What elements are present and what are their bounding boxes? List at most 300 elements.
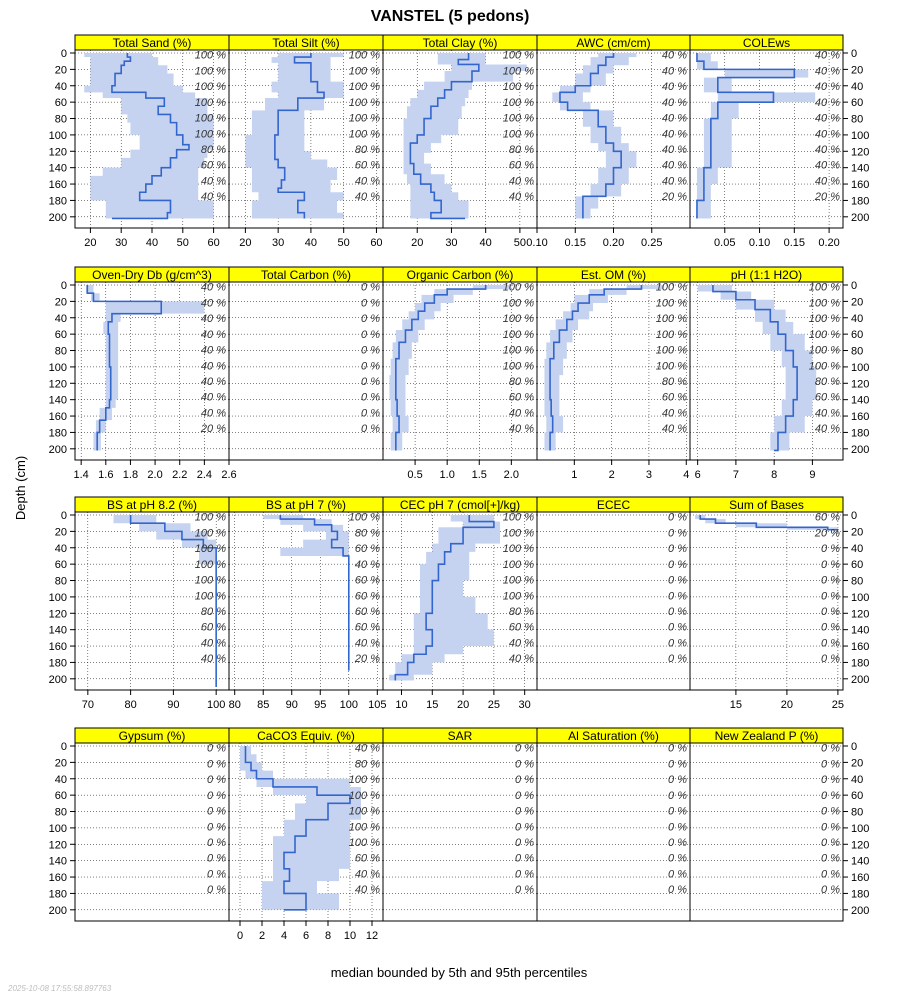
pct-label: 0 %	[668, 789, 687, 802]
pct-label: 100 %	[348, 65, 380, 78]
pct-label: 40 %	[508, 653, 534, 666]
x-tick-label: 2	[258, 930, 266, 942]
x-tick-label: 1.5	[471, 469, 487, 481]
x-tick-label: 40	[479, 237, 492, 249]
depth-tick-label: 0	[60, 741, 67, 753]
pct-label: 100 %	[348, 81, 380, 94]
pct-label: 60 %	[354, 574, 380, 587]
panel-strip-label: Est. OM (%)	[580, 268, 647, 282]
pct-label: 40 %	[661, 112, 687, 125]
pct-label: 100 %	[194, 543, 226, 556]
pct-label: 40 %	[661, 407, 687, 420]
panel-strip-label: SAR	[447, 729, 473, 743]
panel-strip-label: Gypsum (%)	[118, 729, 186, 743]
percentile-band	[240, 746, 361, 910]
x-tick-label: 0	[236, 930, 244, 942]
pct-label: 0 %	[668, 852, 687, 865]
pct-label: 0 %	[207, 868, 226, 881]
depth-tick-label: 80	[851, 806, 864, 819]
pct-label: 40 %	[814, 128, 840, 141]
pct-label: 0 %	[668, 884, 687, 897]
pct-label: 100 %	[502, 527, 534, 540]
panel-11	[229, 497, 387, 711]
pct-label: 100 %	[194, 590, 226, 603]
pct-label: 100 %	[655, 281, 687, 294]
timestamp: 2025-10-08 17:55:58.897763	[8, 984, 112, 993]
x-tick-label: 25	[487, 699, 501, 711]
pct-label: 40 %	[661, 96, 687, 109]
panel-grid	[49, 35, 870, 942]
depth-tick-label: 40	[54, 312, 67, 325]
x-tick-label: 20	[239, 237, 252, 249]
depth-tick-label: 20	[54, 757, 67, 770]
panel-strip-label: ECEC	[596, 498, 631, 512]
pct-label: 0 %	[515, 821, 534, 834]
pct-label: 0 %	[207, 774, 226, 787]
x-tick-label: 20	[780, 699, 794, 711]
pct-label: 60 %	[814, 511, 840, 524]
x-tick-label: 6	[694, 469, 701, 481]
pct-label: 40 %	[200, 328, 226, 341]
pct-label: 100 %	[502, 328, 534, 341]
pct-label: 100 %	[808, 360, 840, 373]
depth-tick-label: 60	[54, 97, 67, 110]
pct-label: 100 %	[194, 511, 226, 524]
depth-tick-label: 140	[851, 855, 870, 868]
pct-label: 100 %	[502, 65, 534, 78]
panel-strip-label: Total Carbon (%)	[260, 268, 352, 282]
x-tick-label: 1.8	[122, 469, 139, 481]
pct-label: 0 %	[821, 590, 840, 603]
depth-tick-label: 60	[851, 790, 864, 803]
panel-strip-label: Al Saturation (%)	[568, 729, 659, 743]
pct-label: 60 %	[200, 159, 226, 172]
depth-tick-label: 80	[54, 113, 67, 126]
pct-label: 40 %	[814, 49, 840, 62]
depth-tick-label: 80	[851, 113, 864, 126]
x-tick-label: 105	[368, 699, 387, 711]
x-tick-label: 2.4	[196, 469, 213, 481]
depth-tick-label: 180	[48, 195, 67, 208]
pct-label: 80 %	[508, 375, 534, 388]
x-axis-label: median bounded by 5th and 95th percentiles	[330, 965, 588, 980]
pct-label: 0 %	[515, 852, 534, 865]
x-tick-label: 8	[324, 930, 332, 942]
pct-label: 40 %	[661, 175, 687, 188]
pct-label: 20 %	[814, 527, 840, 540]
panel-17	[383, 728, 537, 921]
pct-label: 60 %	[354, 543, 380, 556]
pct-label: 0 %	[821, 884, 840, 897]
percentile-band	[552, 53, 636, 218]
pct-label: 80 %	[354, 758, 380, 771]
pct-label: 100 %	[194, 128, 226, 141]
depth-tick-label: 140	[48, 624, 67, 637]
panel-16	[229, 728, 383, 942]
x-tick-label: 30	[272, 237, 285, 249]
pct-label: 0 %	[361, 328, 380, 341]
pct-label: 0 %	[821, 821, 840, 834]
x-tick-label: 2	[608, 469, 615, 481]
pct-label: 0 %	[821, 742, 840, 755]
pct-label: 40 %	[354, 637, 380, 650]
pct-label: 100 %	[808, 344, 840, 357]
pct-label: 100 %	[502, 128, 534, 141]
pct-label: 100 %	[502, 81, 534, 94]
depth-tick-label: 100	[48, 361, 67, 374]
pct-label: 0 %	[668, 621, 687, 634]
pct-label: 100 %	[502, 49, 534, 62]
pct-label: 60 %	[200, 621, 226, 634]
depth-tick-label: 200	[48, 904, 67, 917]
pct-label: 40 %	[661, 49, 687, 62]
x-tick-label: 90	[285, 699, 298, 711]
x-tick-label: 20	[84, 237, 97, 249]
x-tick-label: 0.5	[407, 469, 423, 481]
pct-label: 100 %	[502, 360, 534, 373]
panel-2	[383, 35, 537, 249]
pct-label: 40 %	[354, 175, 380, 188]
pct-label: 40 %	[508, 637, 534, 650]
depth-tick-label: 120	[48, 378, 67, 391]
depth-tick-label: 180	[851, 657, 870, 670]
panel-15	[49, 728, 229, 921]
pct-label: 40 %	[661, 423, 687, 436]
pct-label: 20 %	[200, 423, 226, 436]
pct-label: 40 %	[200, 653, 226, 666]
pct-label: 40 %	[661, 81, 687, 94]
pct-label: 20 %	[354, 653, 380, 666]
depth-tick-label: 160	[48, 872, 67, 885]
pct-label: 100 %	[502, 313, 534, 326]
pct-label: 0 %	[515, 884, 534, 897]
panel-1	[229, 35, 383, 249]
pct-label: 40 %	[354, 191, 380, 204]
pct-label: 80 %	[200, 143, 226, 156]
figure-title: VANSTEL (5 pedons)	[370, 8, 530, 25]
pct-label: 0 %	[207, 884, 226, 897]
x-tick-label: 0.20	[818, 237, 840, 249]
pct-label: 0 %	[668, 511, 687, 524]
pct-label: 40 %	[508, 407, 534, 420]
pct-label: 0 %	[821, 868, 840, 881]
pct-label: 40 %	[814, 407, 840, 420]
pct-label: 100 %	[348, 49, 380, 62]
x-tick-label: 4	[683, 469, 690, 481]
pct-label: 100 %	[194, 65, 226, 78]
x-tick-label: 60	[370, 237, 383, 249]
panel-14	[690, 497, 869, 711]
pct-label: 100 %	[348, 789, 380, 802]
percentile-band	[245, 53, 343, 218]
panel-strip-label: Total Clay (%)	[422, 36, 498, 50]
depth-tick-label: 180	[851, 888, 870, 901]
pct-label: 0 %	[821, 637, 840, 650]
pct-label: 0 %	[821, 653, 840, 666]
pct-label: 0 %	[207, 789, 226, 802]
pct-label: 40 %	[200, 313, 226, 326]
pct-label: 0 %	[515, 868, 534, 881]
pct-label: 60 %	[814, 391, 840, 404]
depth-tick-label: 0	[851, 510, 858, 522]
panel-strip-label: COLEws	[742, 36, 791, 50]
pct-label: 0 %	[361, 344, 380, 357]
x-tick-label: 20	[456, 699, 470, 711]
pct-label: 0 %	[361, 407, 380, 420]
pct-label: 40 %	[661, 65, 687, 78]
x-tick-label: 1.6	[98, 469, 114, 481]
depth-tick-label: 200	[48, 443, 67, 456]
pct-label: 0 %	[668, 836, 687, 849]
depth-tick-label: 200	[851, 443, 870, 456]
depth-tick-label: 160	[48, 641, 67, 654]
pct-label: 80 %	[508, 605, 534, 618]
pct-label: 40 %	[200, 637, 226, 650]
panel-19	[690, 728, 869, 921]
pct-label: 0 %	[207, 821, 226, 834]
pct-label: 0 %	[207, 836, 226, 849]
pct-label: 40 %	[661, 143, 687, 156]
pct-label: 0 %	[668, 590, 687, 603]
depth-tick-label: 100	[48, 822, 67, 835]
x-tick-label: 25	[831, 699, 845, 711]
x-tick-label: 1.0	[439, 469, 455, 481]
x-tick-label: 70	[81, 699, 94, 711]
pct-label: 0 %	[361, 281, 380, 294]
depth-tick-label: 160	[851, 411, 870, 424]
pct-label: 60 %	[354, 605, 380, 618]
panel-6	[229, 267, 383, 460]
pct-label: 0 %	[668, 605, 687, 618]
pct-label: 80 %	[354, 527, 380, 540]
x-tick-label: 0.10	[526, 237, 548, 249]
panel-frame	[229, 282, 383, 460]
pct-label: 100 %	[502, 511, 534, 524]
x-tick-label: 3	[645, 469, 653, 481]
x-tick-label: 80	[228, 699, 241, 711]
x-tick-label: 50	[176, 237, 189, 249]
x-tick-label: 1.4	[73, 469, 89, 481]
pct-label: 0 %	[821, 774, 840, 787]
panel-strip-label: Total Silt (%)	[272, 36, 340, 50]
x-tick-label: 95	[314, 699, 327, 711]
pct-label: 40 %	[814, 81, 840, 94]
pct-label: 60 %	[354, 621, 380, 634]
x-tick-label: 30	[115, 237, 128, 249]
pct-label: 80 %	[661, 375, 687, 388]
pct-label: 100 %	[348, 511, 380, 524]
pct-label: 100 %	[502, 543, 534, 556]
x-tick-label: 80	[124, 699, 137, 711]
x-tick-label: 30	[518, 699, 531, 711]
panel-7	[383, 267, 537, 481]
pct-label: 40 %	[354, 558, 380, 571]
pct-label: 0 %	[361, 360, 380, 373]
depth-tick-label: 120	[851, 146, 870, 159]
depth-tick-label: 140	[48, 394, 67, 407]
depth-tick-label: 60	[851, 559, 864, 572]
depth-tick-label: 160	[48, 179, 67, 192]
depth-tick-label: 100	[48, 591, 67, 604]
depth-tick-label: 100	[48, 129, 67, 142]
pct-label: 0 %	[668, 868, 687, 881]
depth-tick-label: 200	[851, 211, 870, 224]
x-tick-label: 85	[257, 699, 270, 711]
panel-9	[690, 267, 869, 481]
pct-label: 60 %	[354, 852, 380, 865]
pct-label: 100 %	[348, 774, 380, 787]
pct-label: 0 %	[668, 527, 687, 540]
pct-label: 40 %	[200, 175, 226, 188]
depth-tick-label: 40	[54, 542, 67, 555]
x-tick-label: 50	[513, 237, 527, 249]
depth-tick-label: 200	[851, 673, 870, 686]
x-tick-label: 15	[426, 699, 439, 711]
depth-tick-label: 60	[54, 329, 67, 342]
pct-label: 100 %	[502, 281, 534, 294]
x-tick-label: 4	[280, 930, 288, 942]
depth-tick-label: 120	[48, 146, 67, 159]
x-tick-label: 0.15	[564, 237, 586, 249]
percentile-band	[263, 515, 349, 671]
depth-tick-label: 200	[48, 673, 67, 686]
pct-label: 80 %	[814, 375, 840, 388]
pct-label: 0 %	[361, 313, 380, 326]
pct-label: 100 %	[348, 836, 380, 849]
depth-tick-label: 40	[851, 542, 864, 555]
depth-tick-label: 100	[851, 822, 870, 835]
pct-label: 0 %	[515, 789, 534, 802]
pct-label: 40 %	[814, 423, 840, 436]
pct-label: 100 %	[808, 313, 840, 326]
x-tick-label: 0.05	[714, 237, 736, 249]
pct-label: 40 %	[200, 391, 226, 404]
pct-label: 60 %	[661, 391, 687, 404]
panel-strip-label: AWC (cm/cm)	[576, 36, 651, 50]
pct-label: 40 %	[200, 360, 226, 373]
pct-label: 100 %	[348, 112, 380, 125]
pct-label: 0 %	[515, 742, 534, 755]
depth-tick-label: 140	[48, 855, 67, 868]
pct-label: 60 %	[508, 159, 534, 172]
pct-label: 0 %	[668, 653, 687, 666]
x-tick-label: 0.15	[783, 237, 806, 249]
depth-tick-label: 180	[851, 195, 870, 208]
pct-label: 0 %	[668, 742, 687, 755]
depth-tick-label: 0	[851, 48, 858, 60]
depth-tick-label: 100	[851, 361, 870, 374]
x-tick-label: 2.2	[172, 469, 188, 481]
pct-label: 100 %	[194, 574, 226, 587]
pct-label: 0 %	[668, 543, 687, 556]
x-tick-label: 8	[771, 469, 778, 481]
x-tick-label: 9	[809, 469, 816, 481]
panel-strip-label: Organic Carbon (%)	[406, 268, 514, 282]
depth-tick-label: 80	[54, 575, 67, 588]
x-tick-label: 0.20	[602, 237, 625, 249]
percentile-band	[86, 285, 204, 450]
pct-label: 0 %	[361, 391, 380, 404]
pct-label: 60 %	[508, 621, 534, 634]
pct-label: 0 %	[668, 558, 687, 571]
percentile-band	[544, 285, 663, 450]
x-tick-label: 50	[337, 237, 350, 249]
pct-label: 0 %	[821, 558, 840, 571]
pct-label: 0 %	[515, 836, 534, 849]
depth-tick-label: 40	[851, 312, 864, 325]
panel-18	[537, 728, 690, 921]
pct-label: 40 %	[200, 344, 226, 357]
pct-label: 100 %	[502, 297, 534, 310]
pct-label: 0 %	[515, 774, 534, 787]
pct-label: 80 %	[200, 605, 226, 618]
panel-strip-label: pH (1:1 H2O)	[730, 268, 803, 282]
pct-label: 40 %	[354, 742, 380, 755]
pct-label: 0 %	[207, 805, 226, 818]
pct-label: 40 %	[200, 375, 226, 388]
depth-tick-label: 140	[851, 624, 870, 637]
pct-label: 0 %	[821, 621, 840, 634]
pct-label: 40 %	[661, 128, 687, 141]
depth-tick-label: 20	[851, 526, 864, 539]
pct-label: 0 %	[361, 423, 380, 436]
pct-label: 40 %	[354, 868, 380, 881]
panel-strip-label: BS at pH 8.2 (%)	[106, 498, 198, 512]
depth-tick-label: 100	[851, 129, 870, 142]
depth-tick-label: 80	[851, 575, 864, 588]
panel-5	[49, 267, 237, 481]
pct-label: 0 %	[668, 774, 687, 787]
x-tick-label: 100	[339, 699, 358, 711]
depth-tick-label: 120	[48, 608, 67, 621]
pct-label: 100 %	[194, 112, 226, 125]
x-tick-label: 100	[206, 699, 226, 711]
pct-label: 100 %	[348, 805, 380, 818]
depth-tick-label: 20	[54, 64, 67, 77]
x-tick-label: 90	[167, 699, 180, 711]
depth-tick-label: 60	[54, 790, 67, 803]
pct-label: 0 %	[821, 852, 840, 865]
percentile-band	[389, 285, 511, 450]
depth-tick-label: 180	[48, 427, 67, 440]
panel-8	[537, 267, 690, 481]
pct-label: 20 %	[661, 191, 687, 204]
pct-label: 0 %	[668, 805, 687, 818]
pct-label: 0 %	[361, 297, 380, 310]
depth-tick-label: 60	[851, 97, 864, 110]
pct-label: 0 %	[207, 852, 226, 865]
pct-label: 100 %	[655, 328, 687, 341]
x-tick-label: 0.25	[641, 237, 663, 249]
x-tick-label: 2.6	[221, 469, 237, 481]
pct-label: 40 %	[508, 191, 534, 204]
depth-tick-label: 120	[851, 608, 870, 621]
pct-label: 100 %	[655, 360, 687, 373]
pct-label: 100 %	[348, 821, 380, 834]
depth-tick-label: 20	[851, 296, 864, 309]
depth-tick-label: 120	[851, 378, 870, 391]
panel-13	[537, 497, 690, 690]
pct-label: 40 %	[200, 191, 226, 204]
pct-label: 40 %	[814, 96, 840, 109]
pct-label: 100 %	[502, 574, 534, 587]
pct-label: 20 %	[814, 191, 840, 204]
depth-tick-label: 20	[54, 296, 67, 309]
depth-tick-label: 200	[48, 211, 67, 224]
pct-label: 100 %	[808, 281, 840, 294]
pct-label: 40 %	[814, 143, 840, 156]
depth-tick-label: 120	[48, 839, 67, 852]
